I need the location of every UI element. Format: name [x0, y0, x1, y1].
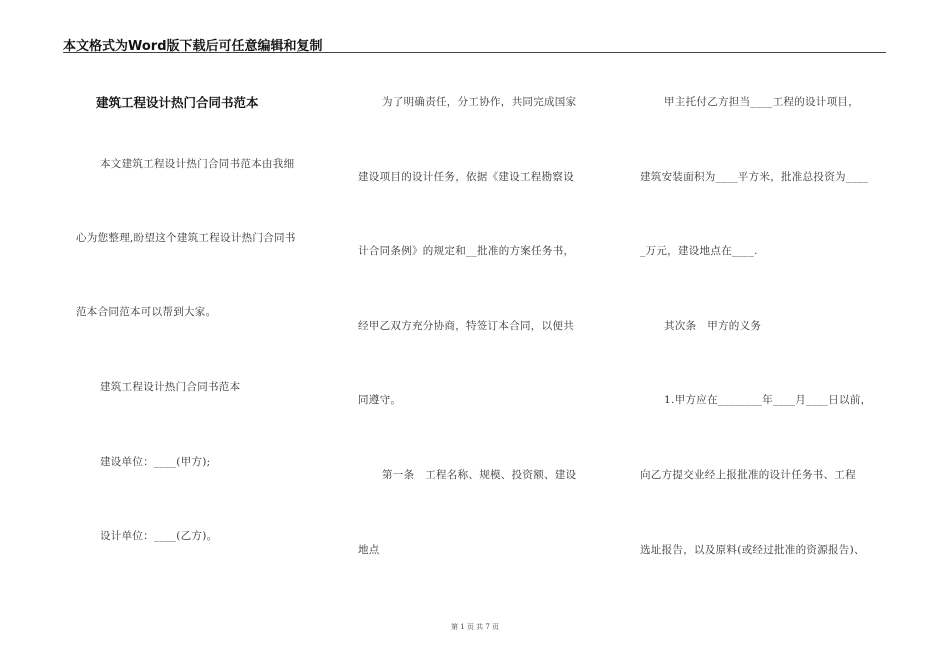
- paragraph-line: 为了明确责任，分工协作，共同完成国家: [382, 96, 577, 108]
- paragraph-line: 1.甲方应在________年____月____日以前，: [664, 394, 872, 406]
- paragraph-line: 甲主托付乙方担当____工程的设计项目，: [664, 96, 859, 108]
- paragraph-line: 第一条 工程名称、规模、投资额、建设: [382, 469, 577, 481]
- paragraph-line: 建筑安装面积为____平方米，批准总投资为____: [640, 171, 868, 183]
- paragraph-line: 建设项目的设计任务，依据《建设工程勘察设: [358, 171, 574, 183]
- paragraph-line: 其次条 甲方的义务: [664, 320, 762, 332]
- paragraph-line: 设计单位：____(乙方)。: [100, 530, 218, 542]
- paragraph-line: 建筑工程设计热门合同书范本: [100, 381, 241, 393]
- paragraph-line: 地点: [358, 544, 380, 556]
- document-title: 建筑工程设计热门合同书范本: [96, 95, 259, 110]
- paragraph-line: 向乙方提交业经上报批准的设计任务书、工程: [640, 469, 856, 481]
- page-header: [63, 32, 886, 53]
- paragraph-line: 建设单位：____(甲方);: [100, 456, 211, 468]
- paragraph-line: 计合同条例》的规定和__批准的方案任务书，: [358, 245, 575, 257]
- paragraph-line: 选址报告，以及原料(或经过批准的资源报告)、: [640, 544, 865, 556]
- header-title: 本文格式为Word版下载后可任意编辑和复制: [63, 39, 323, 54]
- page-number: 第 1 页 共 7 页: [450, 623, 500, 631]
- paragraph-line: 本文建筑工程设计热门合同书范本由我细: [100, 158, 295, 170]
- paragraph-line: _万元，建设地点在____.: [640, 245, 758, 257]
- paragraph-line: 同遵守。: [358, 394, 402, 406]
- paragraph-line: 心为您整理,盼望这个建筑工程设计热门合同书: [76, 232, 296, 244]
- paragraph-line: 经甲乙双方充分协商，特签订本合同，以便共: [358, 320, 574, 332]
- paragraph-line: 范本合同范本可以帮到大家。: [76, 306, 217, 318]
